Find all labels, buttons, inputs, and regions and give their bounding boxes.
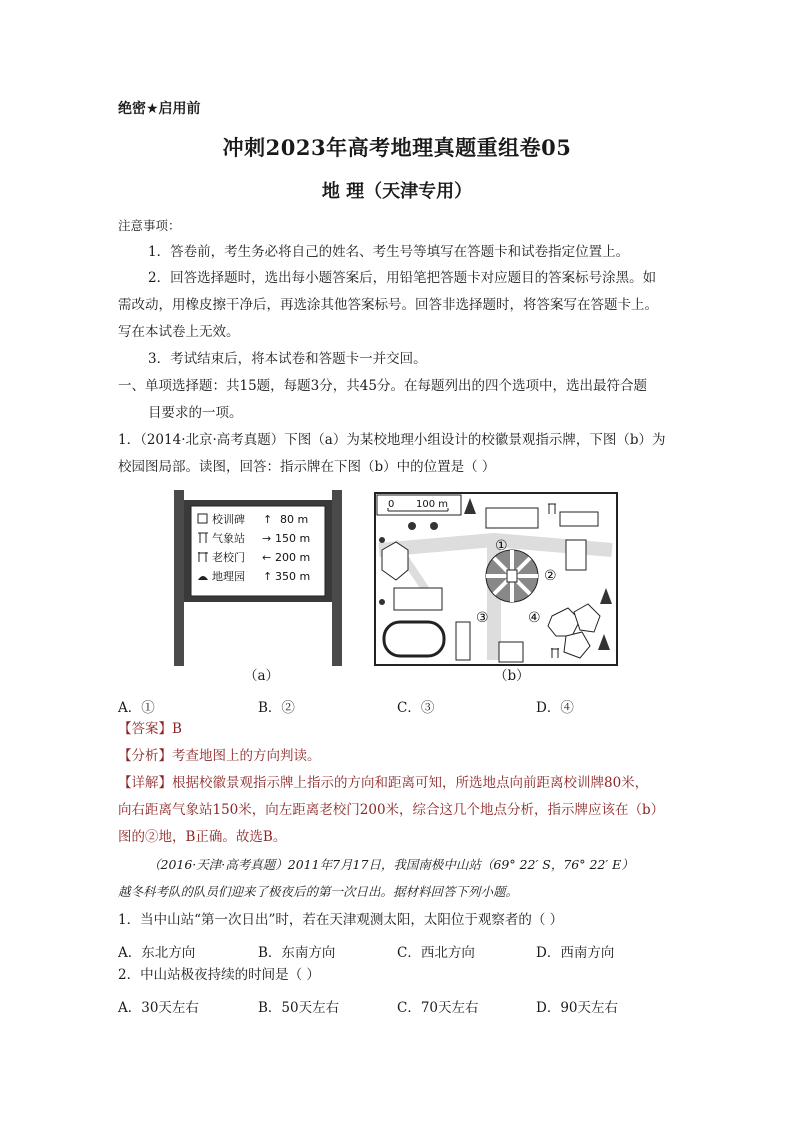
- page-subtitle: 地 理（天津专用）: [321, 181, 473, 202]
- map-point-2: ②: [544, 568, 557, 584]
- sign-label-2: 气象站: [212, 532, 245, 545]
- notes-item-2-line-1: 2．回答选择题时，选出每小题答案后，用铅笔把答题卡对应题目的答案标号涂黑。如: [148, 270, 657, 286]
- group-intro-line-2: 越冬科考队的队员们迎来了极夜后的第一次日出。据材料回答下列小题。: [118, 884, 519, 899]
- notes-heading: 注意事项：: [118, 218, 181, 233]
- page-title: 冲刺2023年高考地理真题重组卷05: [222, 135, 572, 160]
- scale-zero: 0: [388, 499, 395, 510]
- scale-label: 100 m: [416, 499, 449, 510]
- group-intro-line-1: （2016·天津·高考真题）2011年7月17日，我国南极中山站（69° 22′ S，76° 22′ E）: [148, 857, 634, 872]
- map-point-1: ①: [495, 538, 508, 554]
- caption-b: （b）: [494, 668, 530, 684]
- section-heading-line-2: 目要求的一项。: [148, 405, 243, 421]
- question-1-line-2: 校园图局部。读图，回答：指示牌在下图（b）中的位置是（ ）: [118, 459, 496, 475]
- detail-line-1: 【详解】根据校徽景观指示牌上指示的方向和距离可知，所选地点向前距离校训牌80米，: [118, 775, 649, 791]
- arrow-up-icon: ↑: [263, 513, 273, 526]
- notes-item-2-line-2: 需改动，用橡皮擦干净后，再选涂其他答案标号。回答非选择题时，将答案写在答题卡上。: [118, 297, 658, 313]
- sign-dist-4: 350 m: [275, 570, 311, 583]
- sign-dist-3: 200 m: [275, 551, 311, 564]
- group-q2-option-d: D．90天左右: [536, 1000, 619, 1016]
- detail-line-2: 向右距离气象站150米，向左距离老校门200米，综合这几个地点分析，指示牌应该在（b）: [118, 802, 665, 818]
- caption-a: （a）: [244, 668, 280, 684]
- q1-option-b: B．②: [258, 700, 295, 716]
- section-heading-line-1: 一、单项选择题：共15题，每题3分，共45分。在每题列出的四个选项中，选出最符合题: [118, 378, 647, 394]
- sign-label-3: 老校门: [212, 551, 245, 564]
- group-q2-option-c: C．70天左右: [397, 1000, 479, 1016]
- figure-b-campus-map: [374, 492, 618, 666]
- sign-dist-1: 80 m: [280, 513, 309, 526]
- group-q1-option-b: B．东南方向: [258, 945, 336, 961]
- map-point-3: ③: [476, 610, 489, 626]
- question-1-line-1: 1．（2014·北京·高考真题）下图（a）为某校地理小组设计的校徽景观指示牌，下图（b）为: [118, 432, 666, 448]
- arrow-up-icon-2: ↑: [263, 570, 273, 583]
- secret-label: 绝密★启用前: [118, 101, 201, 117]
- group-q2-option-a: A．30天左右: [118, 1000, 199, 1016]
- group-q2-option-b: B．50天左右: [258, 1000, 340, 1016]
- arrow-left-icon: ←: [262, 551, 272, 564]
- sign-label-1: 校训碑: [212, 513, 245, 526]
- q1-option-a: A．①: [118, 700, 155, 716]
- group-q1-option-a: A．东北方向: [118, 945, 196, 961]
- notes-item-2-line-3: 写在本试卷上无效。: [118, 324, 240, 340]
- q1-option-d: D．④: [536, 700, 574, 716]
- detail-line-3: 图的②地，B正确。故选B。: [118, 829, 287, 845]
- sign-dist-2: 150 m: [275, 532, 311, 545]
- group-q1-option-c: C．西北方向: [397, 945, 475, 961]
- answer-label: 【答案】B: [118, 721, 182, 737]
- map-point-4: ④: [528, 610, 541, 626]
- figure-a-sign: [168, 490, 348, 668]
- q1-option-c: C．③: [397, 700, 435, 716]
- analysis-label: 【分析】考查地图上的方向判读。: [118, 748, 321, 764]
- sign-label-4: 地理园: [212, 570, 245, 583]
- group-question-2: 2．中山站极夜持续的时间是（ ）: [118, 967, 320, 983]
- notes-item-3: 3．考试结束后，将本试卷和答题卡一并交回。: [148, 351, 427, 367]
- group-question-1: 1．当中山站“第一次日出”时，若在天津观测太阳，太阳位于观察者的（ ）: [118, 912, 564, 928]
- arrow-right-icon: →: [262, 532, 272, 545]
- group-q1-option-d: D．西南方向: [536, 945, 615, 961]
- notes-item-1: 1．答卷前，考生务必将自己的姓名、考生号等填写在答题卡和试卷指定位置上。: [148, 244, 630, 260]
